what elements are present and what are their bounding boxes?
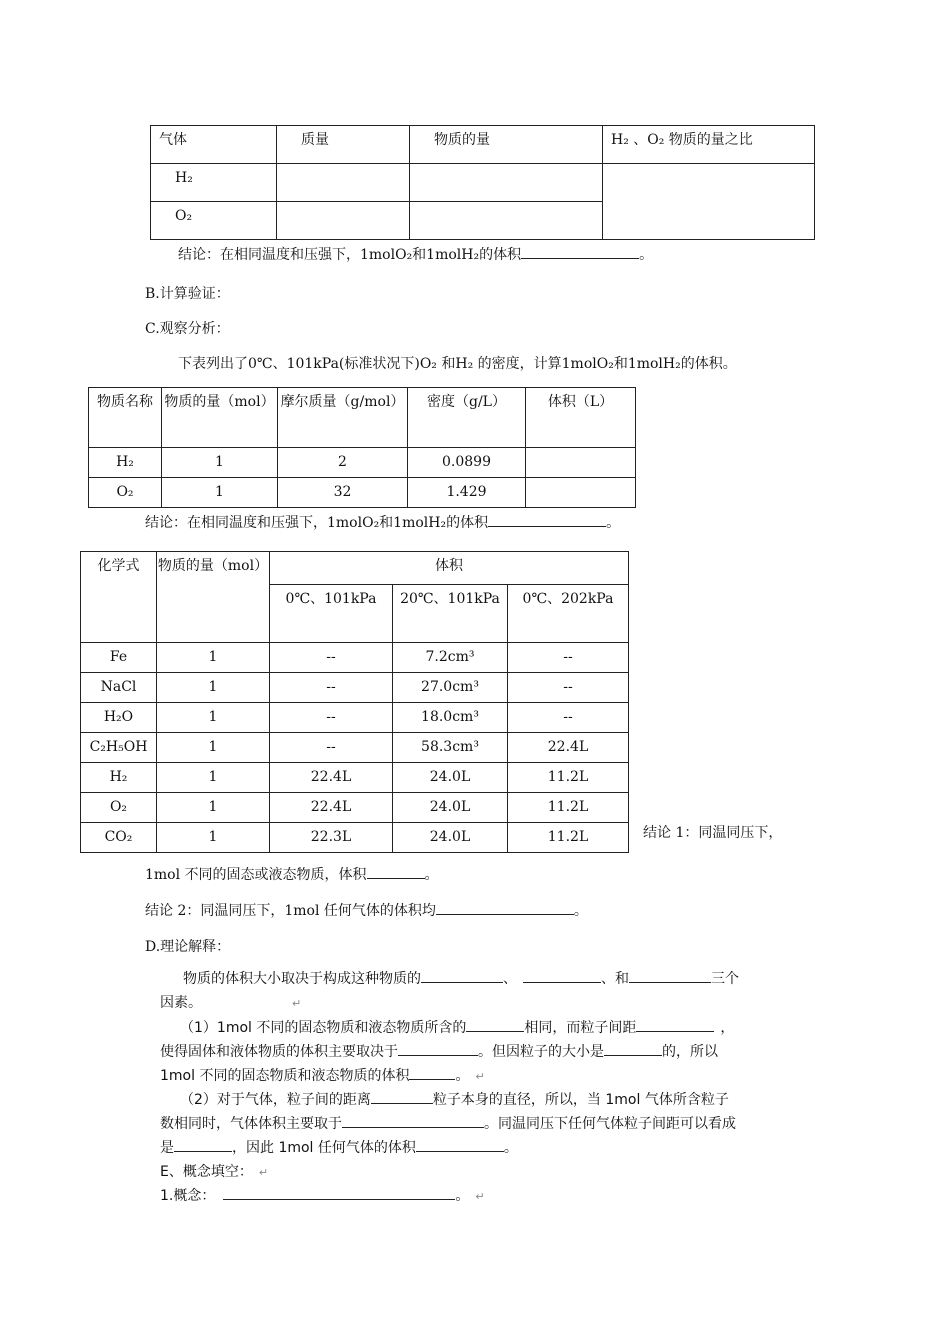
cell-o2-molar: 32	[278, 478, 408, 508]
cell-h2-mol: 1	[162, 448, 278, 478]
blank-conclusion-1[interactable]	[521, 244, 639, 259]
cell-h2: H₂	[89, 448, 162, 478]
header-formula: 化学式	[81, 552, 157, 643]
header-amount: 物质的量	[410, 126, 603, 164]
blank-solid-volume[interactable]	[409, 1065, 455, 1080]
table-cell: 27.0cm³	[393, 673, 508, 703]
density-table	[88, 387, 636, 508]
header-cond-2: 20℃、101kPa	[393, 585, 508, 643]
table-cell: --	[270, 703, 393, 733]
table-cell: 22.4L	[508, 733, 629, 763]
blank-conclusion-2[interactable]	[488, 512, 606, 527]
cell-ratio	[603, 164, 815, 240]
table-cell: 1	[157, 673, 270, 703]
blank-distance-compare[interactable]	[371, 1089, 433, 1104]
blank-gas-depends[interactable]	[342, 1113, 484, 1128]
table-cell: --	[508, 643, 629, 673]
conclusion-3a: 结论 1：同温同压下，	[643, 825, 783, 841]
cell-h2-volume[interactable]	[526, 448, 636, 478]
table-cell: 11.2L	[508, 793, 629, 823]
table-cell: H₂	[81, 763, 157, 793]
blank-particle-count[interactable]	[466, 1017, 524, 1032]
header-volume: 体积（L）	[526, 388, 636, 448]
row-o2: O₂	[151, 202, 277, 240]
table-cell: --	[270, 643, 393, 673]
blank-conclusion-3[interactable]	[367, 864, 425, 879]
table-cell: 58.3cm³	[393, 733, 508, 763]
table-cell: 11.2L	[508, 763, 629, 793]
table-cell: 24.0L	[393, 763, 508, 793]
table-cell: 1	[157, 793, 270, 823]
theory-p3-line3: 是 ，因此 1mol 任何气体的体积 。	[160, 1137, 518, 1157]
theory-p3-line2: 数相同时，气体体积主要取于 。同温同压下任何气体粒子间距可以看成	[160, 1113, 736, 1133]
cell-o2-amount	[410, 202, 603, 240]
cell-o2-mol: 1	[162, 478, 278, 508]
cell-o2-density: 1.429	[408, 478, 526, 508]
table-cell: 1	[157, 823, 270, 853]
blank-gas-volume[interactable]	[416, 1137, 504, 1152]
table-cell: --	[508, 703, 629, 733]
blank-conclusion-4[interactable]	[436, 900, 574, 915]
header-ratio: H₂ 、O₂ 物质的量之比	[603, 126, 815, 164]
cell-h2-density: 0.0899	[408, 448, 526, 478]
table-cell: Fe	[81, 643, 157, 673]
theory-p2-line3: 1mol 不同的固态物质和液态物质的体积 。 ↵	[160, 1065, 485, 1085]
cell-o2: O₂	[89, 478, 162, 508]
blank-concept-1[interactable]	[223, 1185, 455, 1200]
table-cell: --	[270, 733, 393, 763]
table-cell: 22.4L	[270, 763, 393, 793]
cell-h2-amount	[410, 164, 603, 202]
table-cell: --	[270, 673, 393, 703]
table-row	[81, 703, 629, 733]
table-cell: C₂H₅OH	[81, 733, 157, 763]
gas-ratio-table	[150, 125, 815, 240]
blank-factor-2[interactable]	[523, 968, 601, 983]
header-substance: 物质名称	[89, 388, 162, 448]
table-row	[81, 643, 629, 673]
table-cell: 24.0L	[393, 823, 508, 853]
header-molar-mass: 摩尔质量（g/mol）	[278, 388, 408, 448]
table-row	[81, 673, 629, 703]
conclusion-4: 结论 2：同温同压下，1mol 任何气体的体积均 。	[145, 900, 588, 920]
conclusion-2: 结论：在相同温度和压强下，1molO₂和1molH₂的体积 。	[145, 512, 620, 532]
header-volume-group: 体积	[270, 552, 629, 585]
theory-p2-line2: 使得固体和液体物质的体积主要取决于 。但因粒子的大小是 的，所以	[160, 1041, 718, 1061]
table-cell: O₂	[81, 793, 157, 823]
table-cell: 22.4L	[270, 793, 393, 823]
theory-p2-line1: （1）1mol 不同的固态物质和液态物质所含的 相同，而粒子间距 ，	[180, 1017, 734, 1037]
table-cell: H₂O	[81, 703, 157, 733]
conclusion-3b: 1mol 不同的固态或液态物质，体积 。	[145, 864, 439, 884]
cell-h2-mass	[277, 164, 410, 202]
header-gas: 气体	[151, 126, 277, 164]
blank-particle-size[interactable]	[604, 1041, 662, 1056]
table-cell: 1	[157, 733, 270, 763]
intro-c: 下表列出了0℃、101kPa(标准状况下)O₂ 和H₂ 的密度，计算1molO₂和1molH₂的体积。	[178, 356, 737, 372]
table-row	[81, 823, 629, 853]
blank-spacing[interactable]	[636, 1017, 714, 1032]
section-c: C.观察分析：	[145, 321, 230, 337]
blank-depends-on[interactable]	[398, 1041, 478, 1056]
section-e: E、概念填空： ↵	[160, 1164, 269, 1180]
theory-p1: 物质的体积大小取决于构成这种物质的 、 、和 三个	[183, 968, 739, 988]
table-cell: 1	[157, 703, 270, 733]
table-cell: 24.0L	[393, 793, 508, 823]
cell-h2-molar: 2	[278, 448, 408, 478]
table-cell: CO₂	[81, 823, 157, 853]
header-mol: 物质的量（mol）	[157, 552, 270, 643]
theory-p3-line1: （2）对于气体，粒子间的距离 粒子本身的直径，所以，当 1mol 气体所含粒子	[180, 1089, 729, 1109]
cell-o2-volume[interactable]	[526, 478, 636, 508]
cell-o2-mass	[277, 202, 410, 240]
table-cell: --	[508, 673, 629, 703]
table-cell: 1	[157, 763, 270, 793]
table-cell: 11.2L	[508, 823, 629, 853]
table-cell: 18.0cm³	[393, 703, 508, 733]
table-cell: 1	[157, 643, 270, 673]
table-row	[81, 793, 629, 823]
table-row	[81, 763, 629, 793]
table-row	[81, 733, 629, 763]
header-density: 密度（g/L）	[408, 388, 526, 448]
theory-p1-cont: 因素。 ↵	[160, 995, 302, 1011]
blank-factor-1[interactable]	[421, 968, 503, 983]
section-d: D.理论解释：	[145, 939, 231, 955]
table-cell: 7.2cm³	[393, 643, 508, 673]
section-b: B.计算验证：	[145, 286, 230, 302]
row-h2: H₂	[151, 164, 277, 202]
volume-table	[80, 551, 629, 853]
concept-1: 1.概念： 。 ↵	[160, 1185, 485, 1205]
header-cond-1: 0℃、101kPa	[270, 585, 393, 643]
header-amount-mol: 物质的量（mol）	[162, 388, 278, 448]
table-cell: 22.3L	[270, 823, 393, 853]
table-cell: NaCl	[81, 673, 157, 703]
blank-factor-3[interactable]	[629, 968, 711, 983]
blank-spacing-equal[interactable]	[174, 1137, 232, 1152]
header-cond-3: 0℃、202kPa	[508, 585, 629, 643]
conclusion-1: 结论：在相同温度和压强下，1molO₂和1molH₂的体积 。	[178, 244, 653, 264]
header-mass: 质量	[277, 126, 410, 164]
